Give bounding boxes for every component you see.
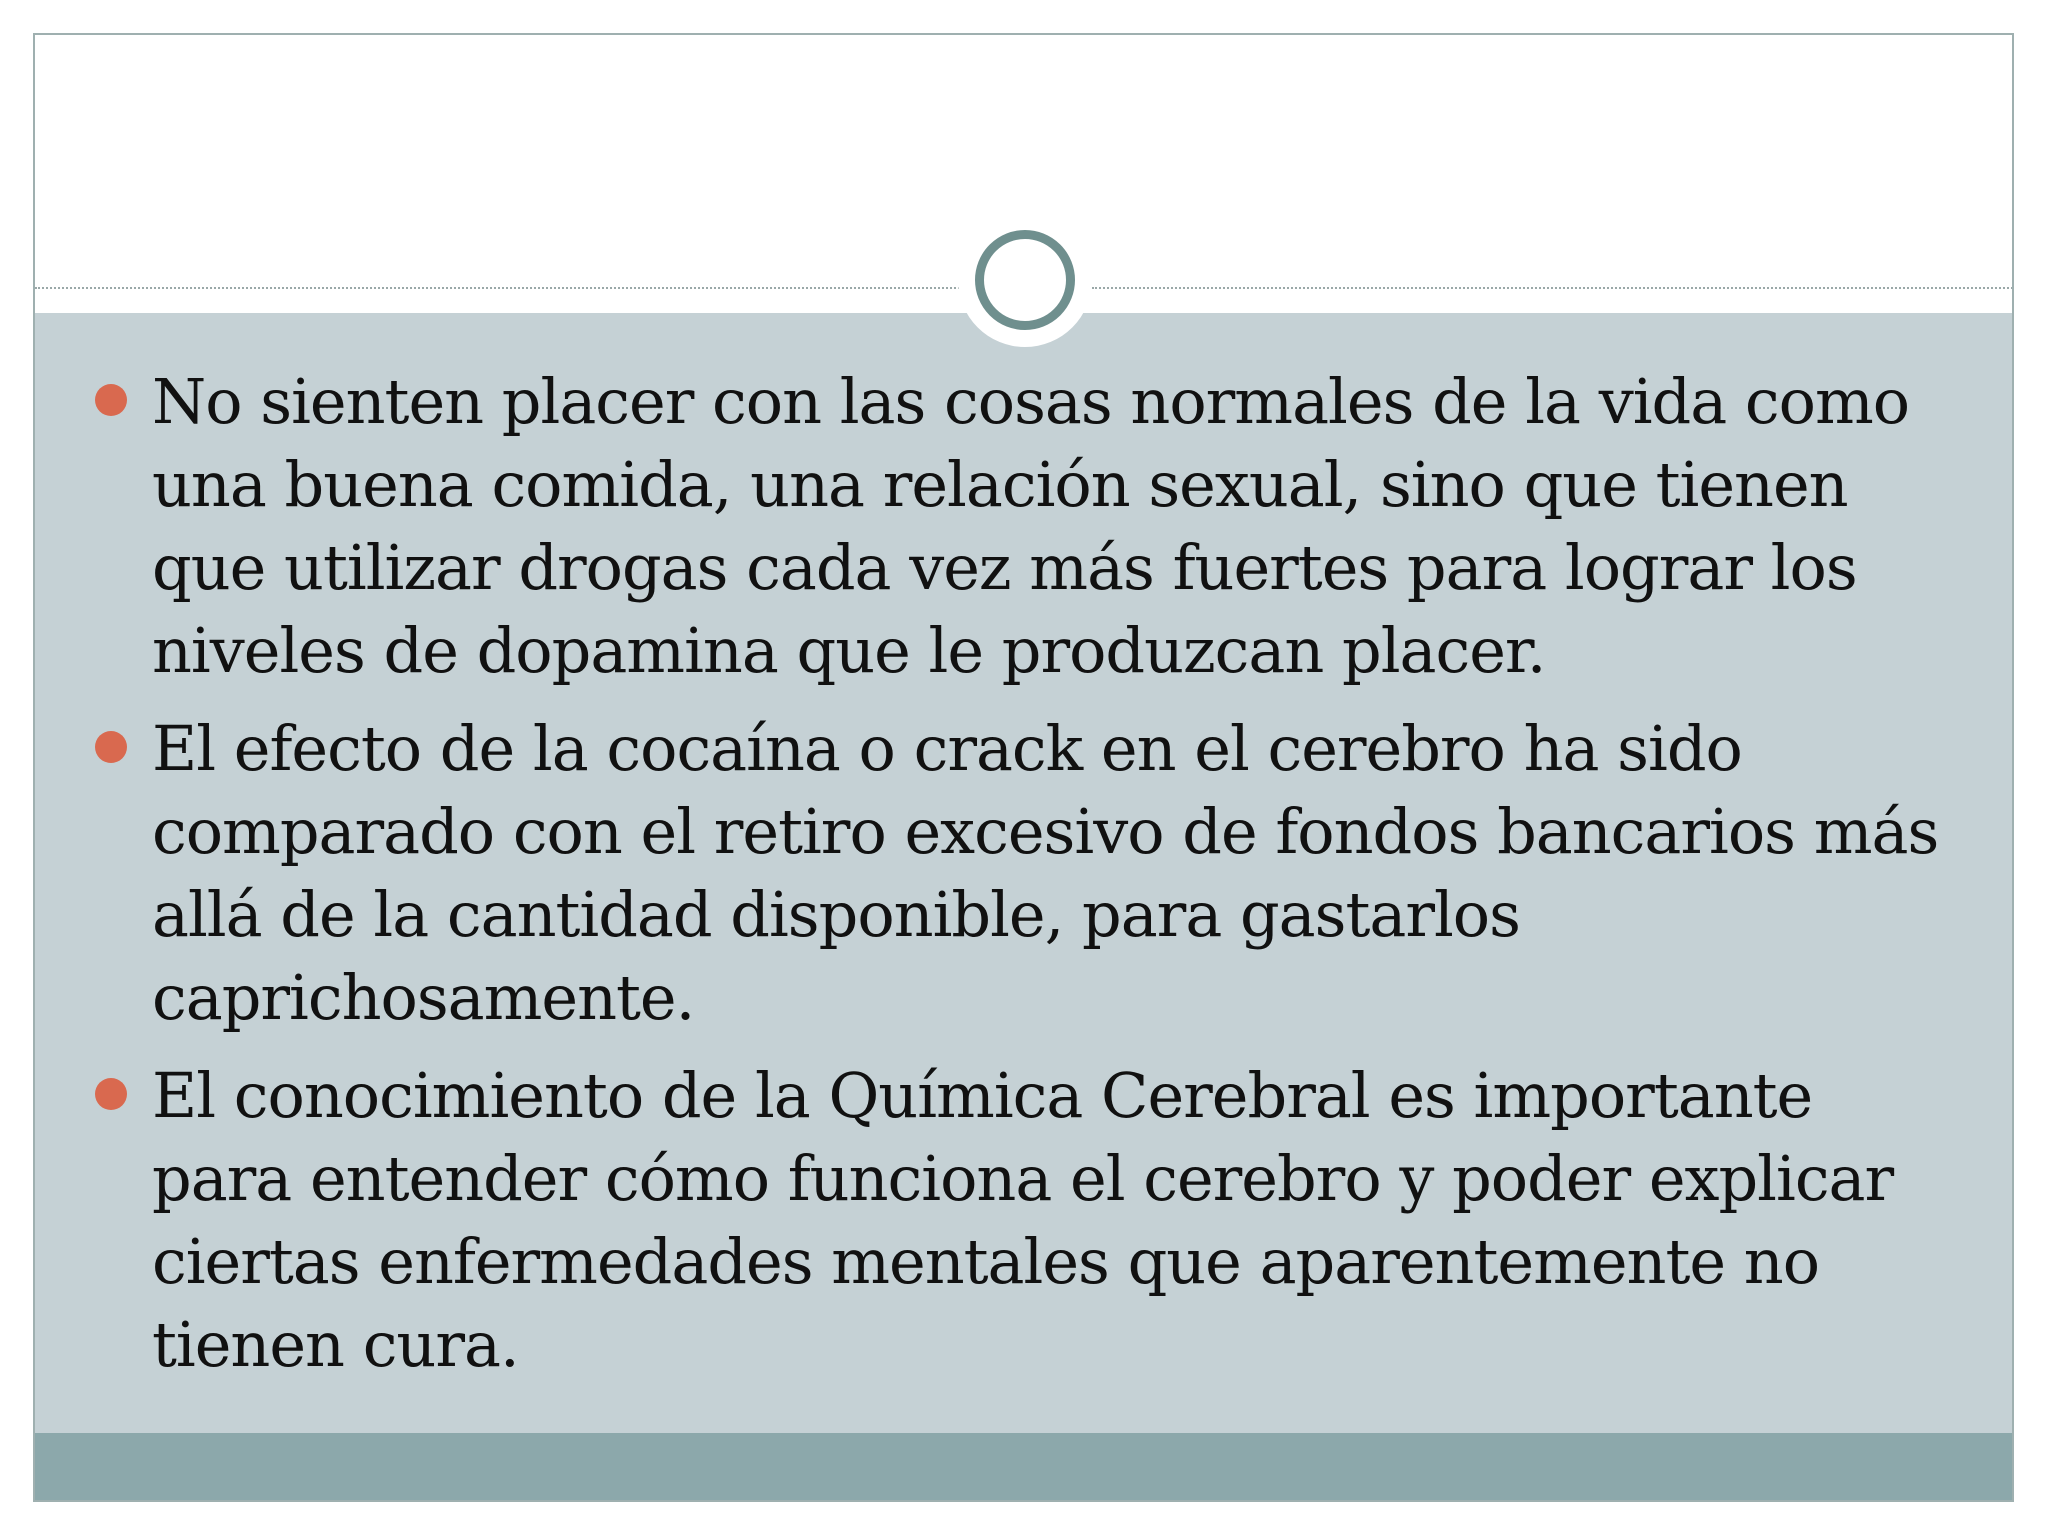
bullet-dot-icon — [95, 384, 127, 416]
divider-line-left — [35, 287, 960, 289]
bullet-text: No sienten placer con las cosas normales de la vida como una buena comida, una relación sexual, sino que tienen que utilizar drogas cada vez más fuertes para lograr los niveles de dopamina que le produzcan placer. — [152, 365, 1910, 687]
bullet-text: El efecto de la cocaína o crack en el cerebro ha sido comparado con el retiro excesivo de fondos bancarios más allá de la cantidad disponible, para gastarlos caprichosamente. — [152, 712, 1939, 1034]
bullet-item — [35, 360, 2014, 692]
bullet-item — [35, 707, 2012, 1039]
bullet-text: El conocimiento de la Química Cerebral es importante para entender cómo funciona el cerebro y poder explicar ciertas enfermedades mentales que aparentemente no tienen cura. — [152, 1059, 1894, 1381]
footer-band — [35, 1433, 2012, 1502]
bullet-list — [35, 360, 2012, 1386]
bullet-item — [35, 1054, 2012, 1386]
divider-line-right — [1092, 287, 2014, 289]
bullet-dot-icon — [95, 731, 127, 763]
slide — [33, 33, 2014, 1502]
bullet-dot-icon — [95, 1078, 127, 1110]
ring-ornament-icon — [975, 230, 1075, 330]
